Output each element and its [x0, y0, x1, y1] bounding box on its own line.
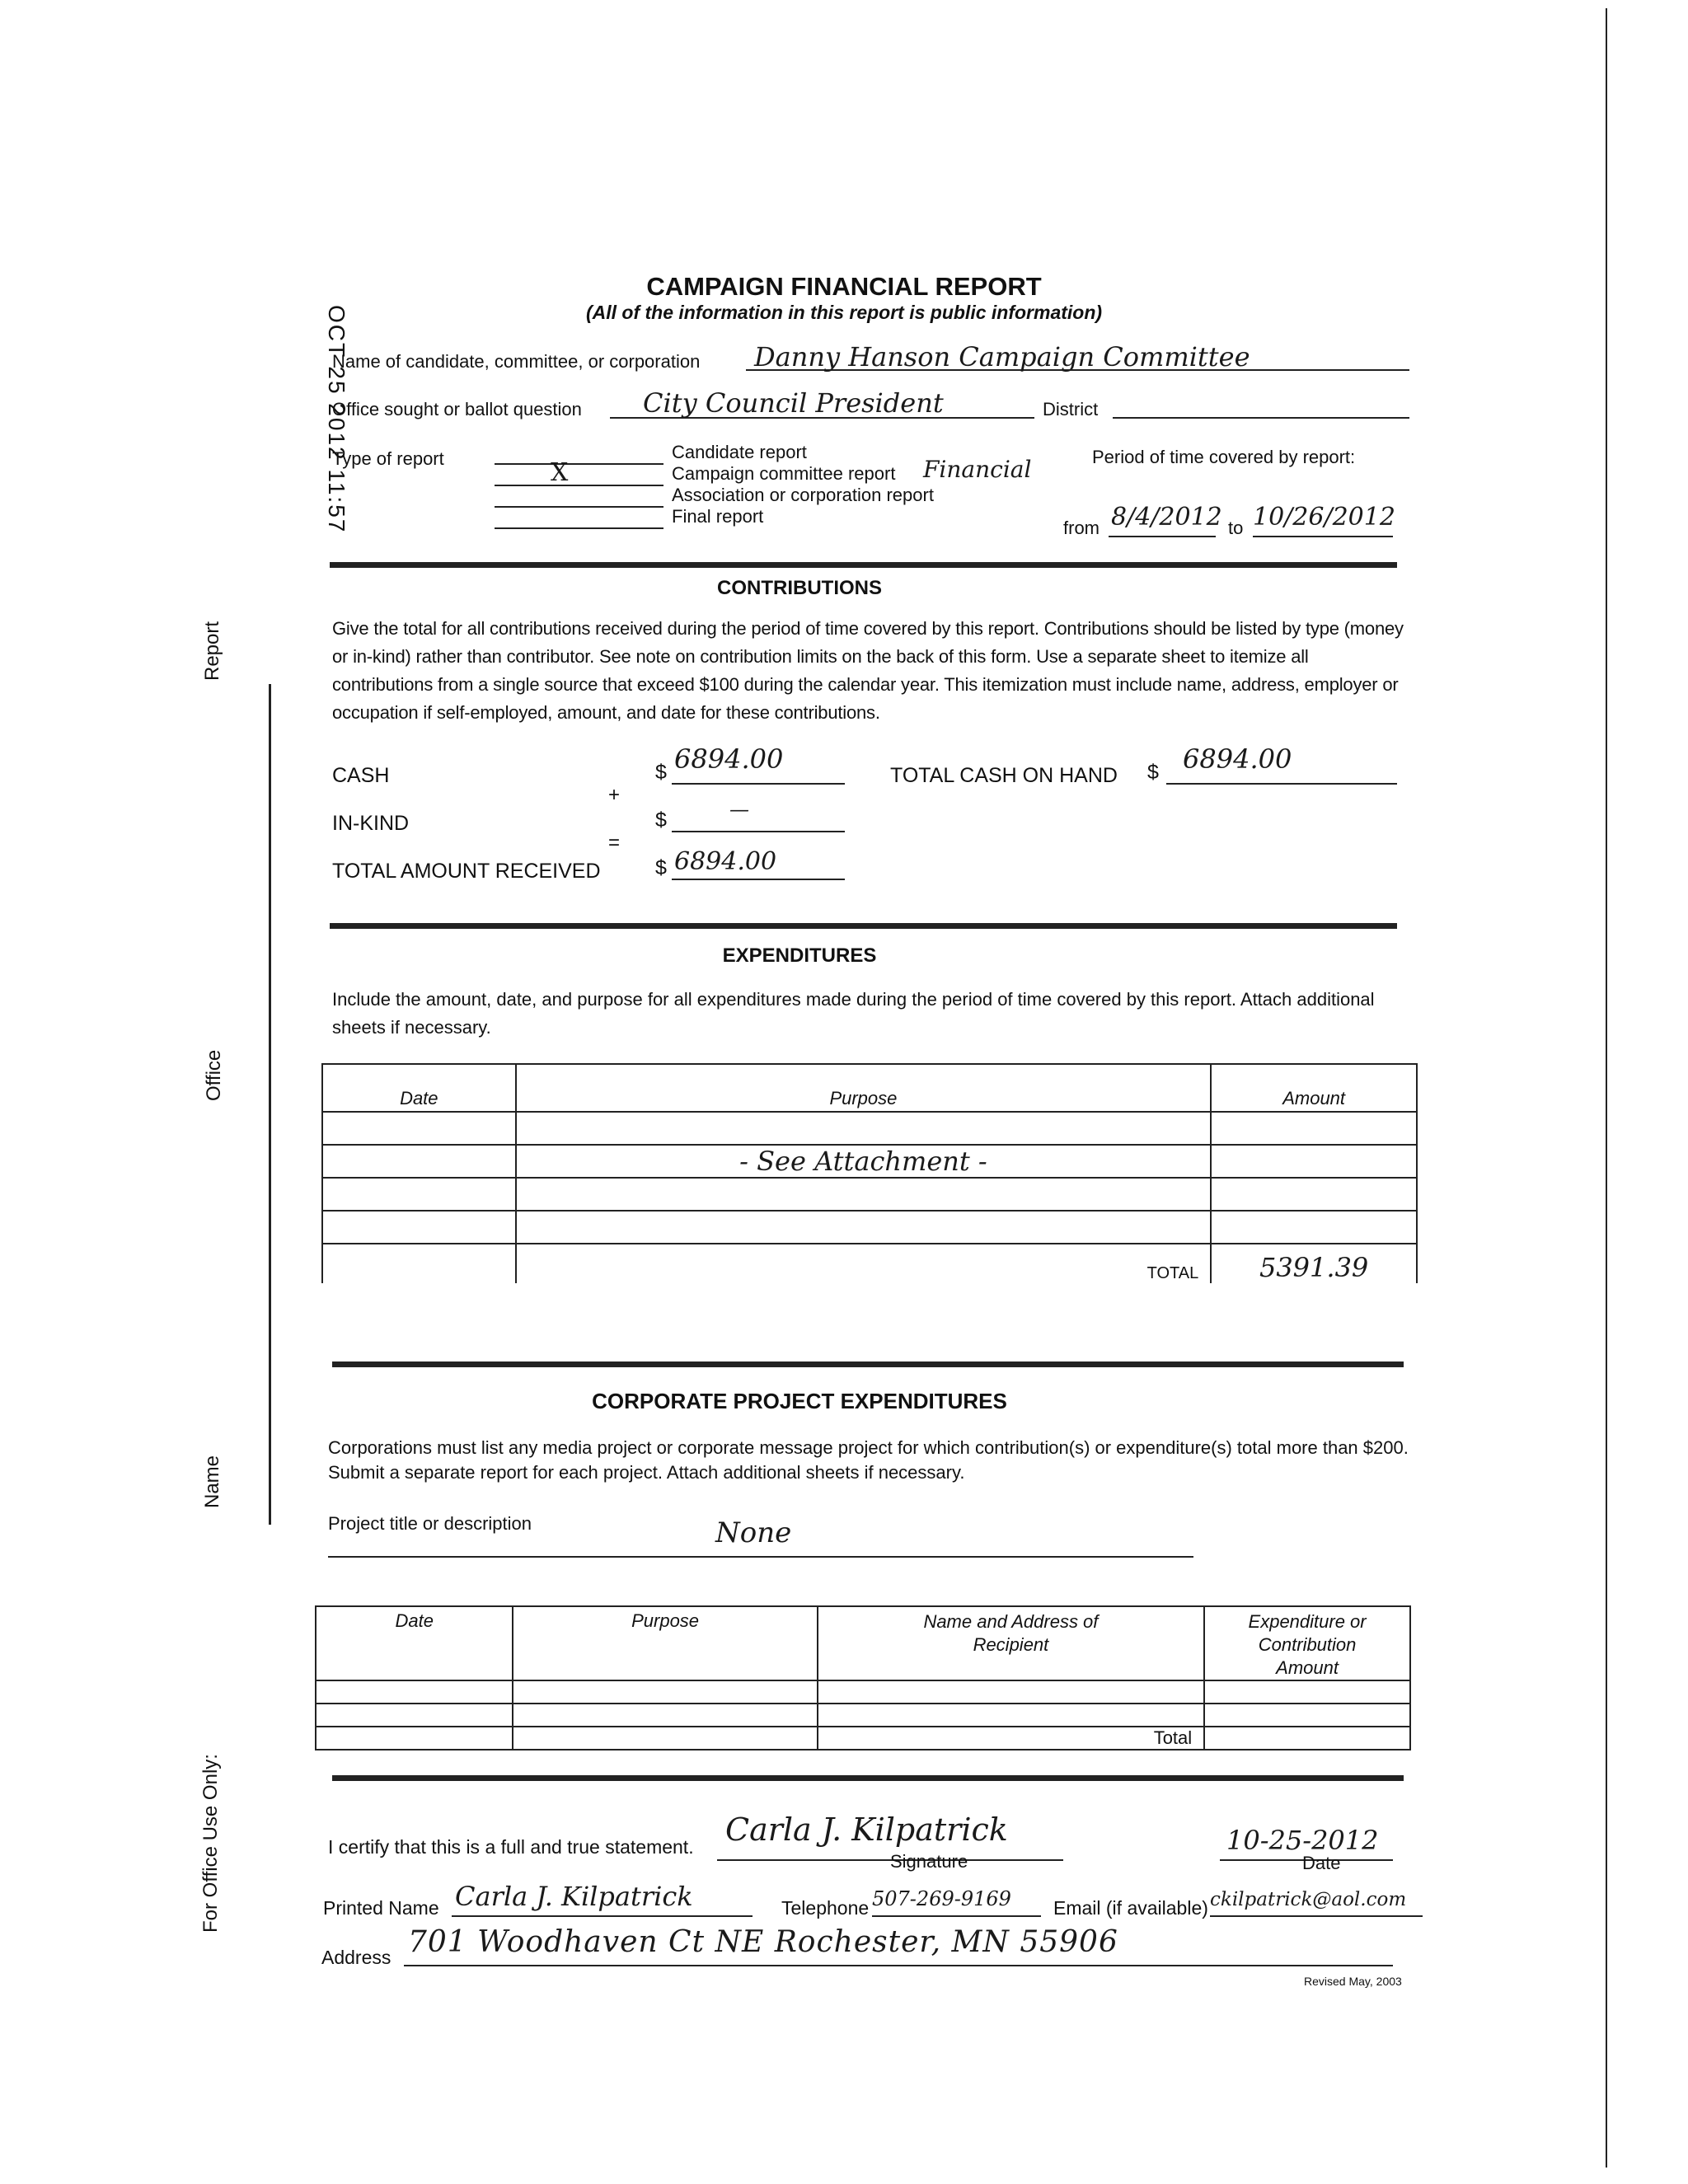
corporate-total-label: Total: [818, 1727, 1205, 1750]
name-label: Name of candidate, committee, or corporation: [332, 351, 701, 372]
total-received-label: TOTAL AMOUNT RECEIVED: [332, 860, 601, 883]
table-row[interactable]: [322, 1178, 1417, 1211]
inkind-line: [672, 831, 845, 832]
cash-label: CASH: [332, 764, 390, 787]
side-label-name: Name: [201, 1455, 223, 1508]
option-line[interactable]: [495, 506, 663, 508]
side-divider: [269, 684, 271, 1137]
table-row[interactable]: [316, 1704, 1410, 1727]
email-value: ckilpatrick@aol.com: [1210, 1889, 1407, 1910]
cash-line: [672, 783, 845, 785]
option-line[interactable]: [495, 485, 663, 486]
cash-on-hand-dollar: $: [1147, 761, 1159, 784]
column-header: Purpose: [516, 1064, 1212, 1112]
period-to-value: 10/26/2012: [1253, 503, 1395, 532]
signature-value: Carla J. Kilpatrick: [725, 1811, 1008, 1848]
option-line[interactable]: [495, 463, 663, 465]
corporate-heading: CORPORATE PROJECT EXPENDITURES: [592, 1389, 1007, 1413]
total-received-line: [672, 879, 845, 880]
option-label: Final report: [672, 506, 764, 527]
column-header: Date: [322, 1064, 516, 1112]
inkind-dollar: $: [655, 808, 667, 832]
section-divider: [332, 1775, 1404, 1781]
equals-sign: =: [608, 832, 621, 854]
expenditures-instructions: Include the amount, date, and purpose for all expenditures made during the period of time covered by this report. Attach additional sheets if necessary.: [332, 989, 1375, 1038]
email-label: Email (if available): [1053, 1897, 1208, 1919]
period-from-value: 8/4/2012: [1111, 503, 1222, 532]
corporate-instructions: Corporations must list any media project or corporate message project for which contribution(s) or expenditure(s) total more than $200. Submit a separate report for each project. Attach additional sheets if necessary.: [328, 1437, 1409, 1483]
side-label-office: Office: [203, 1049, 225, 1101]
project-label: Project title or description: [328, 1513, 532, 1534]
section-divider: [332, 1361, 1404, 1367]
column-header: Expenditure or Contribution Amount: [1204, 1606, 1410, 1680]
option-note: Financial: [923, 456, 1032, 483]
date-label: Date: [1302, 1853, 1341, 1873]
cash-dollar: $: [655, 761, 667, 784]
contributions-heading: CONTRIBUTIONS: [717, 577, 882, 599]
section-divider: [330, 562, 1397, 568]
project-line: [328, 1556, 1193, 1558]
address-line: [404, 1965, 1393, 1966]
column-header: Name and Address of Recipient: [818, 1606, 1205, 1680]
section-divider: [330, 923, 1397, 929]
plus-sign: +: [608, 784, 621, 806]
signature-label: Signature: [890, 1851, 968, 1872]
certify-statement: I certify that this is a full and true statement.: [328, 1836, 694, 1858]
expenditures-table: [321, 1063, 1418, 1283]
table-row[interactable]: [322, 1112, 1417, 1145]
page-edge-line: [1606, 8, 1607, 2168]
attachment-note: - See Attachment -: [516, 1145, 1212, 1178]
cash-on-hand-line: [1166, 783, 1397, 785]
corporate-table: [315, 1605, 1411, 1750]
contributions-instructions: Give the total for all contributions received during the period of time covered by this report. Contributions should be listed by type (money or in-kind) rather than contributor. See note on contribution limits on the back of this form. Use a separate sheet to itemize all contributions from a single source that exceed $100 during the calendar year. This itemization must include name, address, employer or occupation if self-employed, amount, and date for these contributions.: [332, 618, 1404, 723]
telephone-value: 507-269-9169: [872, 1887, 1011, 1910]
period-to-label: to: [1228, 518, 1244, 538]
table-row[interactable]: [322, 1211, 1417, 1244]
inkind-label: IN-KIND: [332, 812, 410, 835]
cash-on-hand-label: TOTAL CASH ON HAND: [890, 764, 1118, 787]
side-label-report: Report: [201, 621, 223, 681]
option-label: Candidate report: [672, 442, 807, 462]
table-row[interactable]: [316, 1680, 1410, 1704]
column-header: Purpose: [513, 1606, 817, 1680]
total-received-value: 6894.00: [674, 847, 777, 876]
table-row[interactable]: [322, 1145, 1417, 1178]
address-value: 701 Woodhaven Ct NE Rochester, MN 55906: [408, 1925, 1118, 1959]
office-label: Office sought or ballot question: [332, 399, 582, 419]
period-from-label: from: [1063, 518, 1100, 538]
expenditures-total-value: 5391.39: [1211, 1244, 1417, 1283]
report-type-label: Type of report: [332, 448, 444, 469]
period-to-line: [1253, 536, 1393, 537]
column-header: Amount: [1211, 1064, 1417, 1112]
side-label-office-use: For Office Use Only:: [199, 1754, 222, 1933]
option-line[interactable]: [495, 527, 663, 529]
received-stamp: OCT 25 2012 11:57: [324, 305, 349, 534]
period-from-line: [1109, 536, 1216, 537]
address-label: Address: [321, 1947, 392, 1968]
office-value: City Council President: [643, 387, 944, 419]
total-received-dollar: $: [655, 856, 667, 879]
inkind-value: —: [729, 798, 749, 821]
printed-name-label: Printed Name: [323, 1897, 439, 1919]
name-value: Danny Hanson Campaign Committee: [754, 341, 1250, 373]
email-line: [1210, 1915, 1423, 1917]
expenditures-total-label: TOTAL: [516, 1244, 1212, 1283]
column-header: Date: [316, 1606, 513, 1680]
printed-name-value: Carla J. Kilpatrick: [455, 1881, 693, 1912]
district-label: District: [1043, 399, 1099, 419]
cash-on-hand-value: 6894.00: [1183, 743, 1292, 775]
revised-note: Revised May, 2003: [1304, 1975, 1402, 1988]
side-divider: [269, 1129, 271, 1525]
expenditures-heading: EXPENDITURES: [722, 944, 877, 967]
printed-name-line: [452, 1915, 753, 1917]
cash-value: 6894.00: [674, 743, 784, 775]
telephone-line: [872, 1915, 1041, 1917]
option-label: Association or corporation report: [672, 485, 934, 505]
option-mark: X: [551, 458, 569, 487]
option-label: Campaign committee report: [672, 463, 896, 484]
date-value: 10-25-2012: [1226, 1825, 1379, 1856]
table-row[interactable]: [316, 1727, 1410, 1750]
project-value: None: [715, 1516, 792, 1549]
telephone-label: Telephone: [781, 1897, 870, 1919]
table-row[interactable]: [322, 1244, 1417, 1283]
page-subtitle: (All of the information in this report is public information): [585, 302, 1103, 323]
page-title: CAMPAIGN FINANCIAL REPORT: [646, 272, 1042, 301]
district-line: [1113, 417, 1409, 419]
period-label: Period of time covered by report:: [1092, 447, 1356, 467]
